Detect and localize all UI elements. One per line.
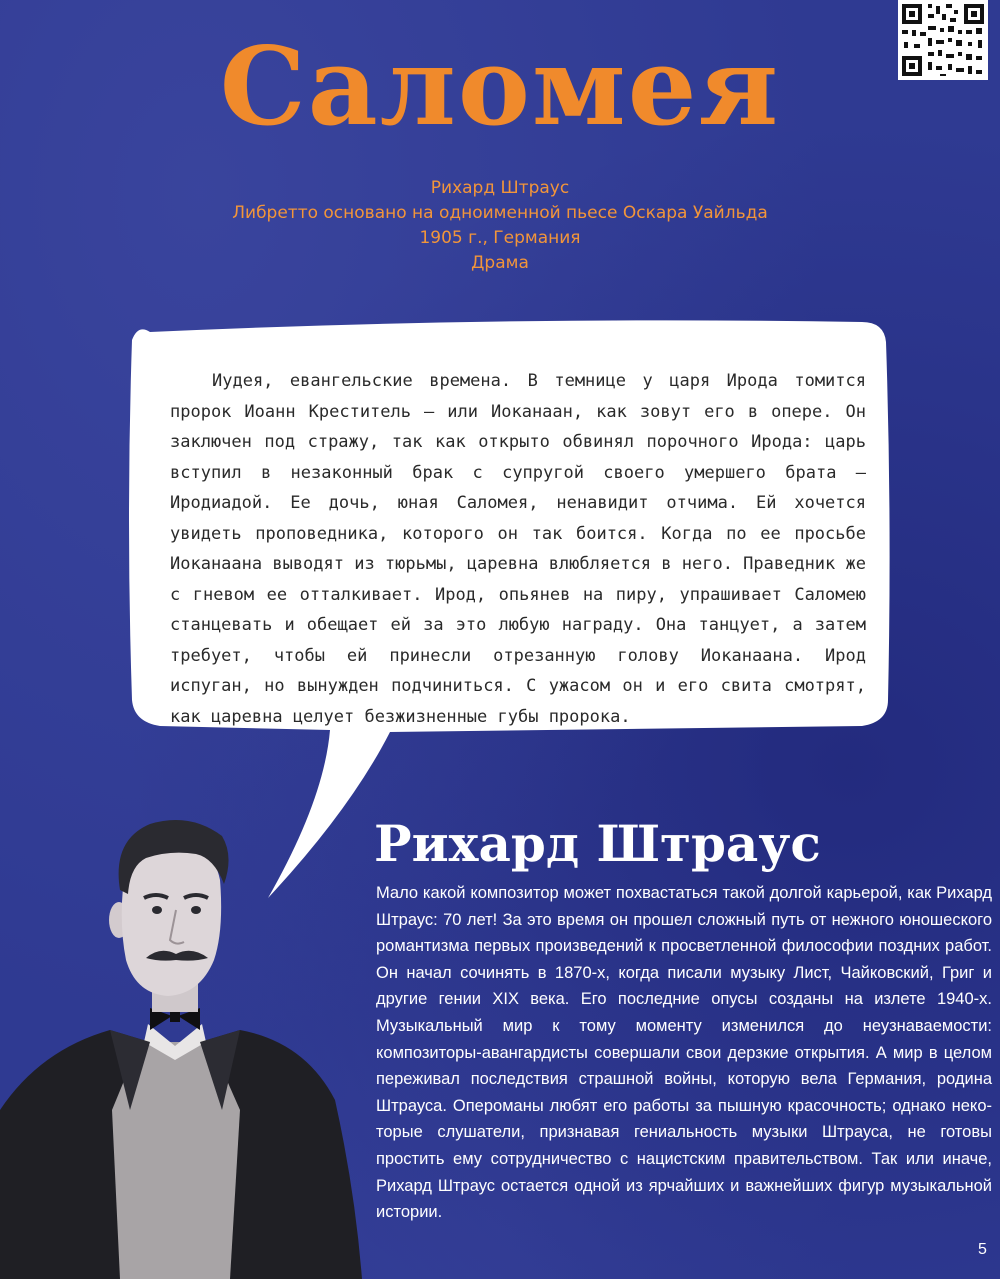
composer-bio: Мало какой композитор может похвастаться такой долгой карьерой, как Рихард Штраус: 70 лет! За это время он прошел сложный путь от нежного юношеского романтизма первых произведений к просветленной философии поздних работ. Он начал сочинять в 1870-х, когда писали музыку Лист, Чайковский, Григ и другие гении XIX века. Его последние опусы созданы на излете 1940-х. Музыкальный мир к тому моменту изменился до неузнаваемости: композиторы-авангардисты совершали свои дерзкие открытия. А мир в целом переживал последствия страшной войны, которую вела Германия, родина Штрауса. Опероманы любят его работы за пышную красочность; однако некоторые слушатели, признавая гениальность музыки Штрауса, не готовы простить ему сотрудничество с нацистским правительством. Так или иначе, Рихард Штраус остается одной из ярчайших и важнейших фигур музыкальной истории. [376, 884, 992, 1222]
composer-name: Рихард Штраус [374, 814, 821, 873]
composer-line: Рихард Штраус [430, 178, 570, 198]
page-number: 5 [978, 1241, 987, 1258]
synopsis-text: Иудея, евангельские времена. В темнице у царя Ирода томится пророк Иоанн Креститель — или Иоканаан, как зовут его в опере. Он заключен под стражу, так как открыто обвинял порочного Ирода: царь вступил в незаконный брак с супругой своего умершего брата — Иродиадой. Ее дочь, юная Саломея, ненавидит отчима. Ей хочется увидеть проповедника, которого он так боится. Когда по ее просьбе Иоканаана выводят из тюрьмы, царевна влюбляется в него. Праведник же с гневом ее отталкивает. Ирод, опьянев на пиру, упрашивает Саломею станцевать и обещает ей за это любую награду. Она танцует, а затем требует, чтобы ей принесли отрезанную голову Иоканаана. Ирод испуган, но вынужден подчиниться. С ужасом он и его свита смотрят, как царевна целует безжизненные губы пророка. [170, 371, 866, 727]
libretto-line: Либретто основано на одноименной пьесе Оскара Уайльда [232, 203, 768, 223]
genre-line: Драма [471, 253, 529, 273]
composer-portrait [0, 810, 370, 1279]
page-title: Саломея [219, 24, 781, 150]
year-line: 1905 г., Германия [419, 228, 581, 248]
